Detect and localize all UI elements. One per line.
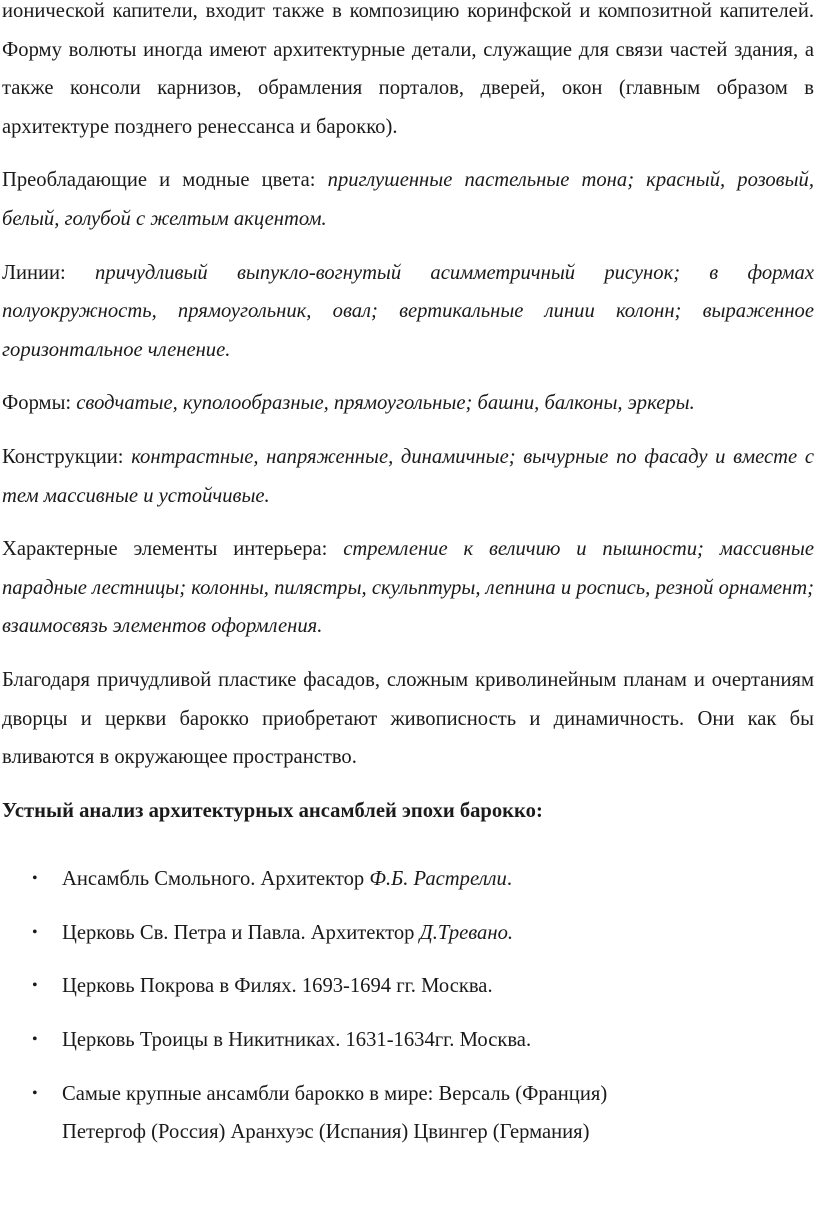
list-item-text: Церковь Троицы в Никитниках. 1631-1634гг. Москва. xyxy=(62,1029,532,1052)
list-item-text: Церковь Св. Петра и Павла. Архитектор xyxy=(62,921,420,944)
paragraph-baroque-summary-text: Благодаря причудливой пластике фасадов, сложным криволинейным планам и очертаниям дворцы и церкви барокко приобретают живописность и динамичность. Они как бы вливаются в окружающее пространство. xyxy=(2,668,814,769)
interior-label: Характерные элементы интерьера: xyxy=(2,538,344,561)
paragraph-forms xyxy=(2,384,814,423)
lines-value: причудливый выпукло-вогнутый асимметричный рисунок; в формах полуокружность, прямоугольник, овал; вертикальные линии колонн; выраженное горизонтальное членение. xyxy=(2,261,814,361)
paragraph-colors xyxy=(2,161,814,238)
architect-name: Ф.Б. Растрелли xyxy=(369,868,507,891)
lines-label: Линии: xyxy=(2,261,96,284)
list-item-line1: Самые крупные ансамбли барокко в мире: Версаль (Франция) xyxy=(62,1082,608,1105)
constructions-label: Конструкции: xyxy=(2,445,132,468)
paragraph-volute xyxy=(2,0,814,146)
forms-label: Формы: xyxy=(2,392,77,415)
list-item xyxy=(2,914,814,953)
paragraph-volute-text: ионической капители, входит также в композицию коринфской и композитной капителей. Форму волюты иногда имеют архитектурные детали, служащие для связи частей здания, а также консоли карнизов, обрамления порталов, дверей, окон (главным образом в архитектуре позднего ренессанса и барокко). xyxy=(2,0,814,138)
colors-label: Преобладающие и модные цвета: xyxy=(2,169,328,192)
paragraph-lines xyxy=(2,254,814,370)
list-item xyxy=(2,1075,814,1152)
section-heading: Устный анализ архитектурных ансамблей эпохи барокко: xyxy=(2,799,543,822)
architect-name: Д.Тревано. xyxy=(419,921,514,944)
list-item-line2: Петергоф (Россия) Аранхуэс (Испания) Цвингер (Германия) xyxy=(62,1121,590,1144)
list-item-text: Церковь Покрова в Филях. 1693-1694 гг. Москва. xyxy=(62,975,493,998)
paragraph-interior xyxy=(2,530,814,646)
ensembles-list xyxy=(2,860,814,1152)
colors-value: приглушенные пастельные тона; красный, розовый, белый, голубой с желтым акцентом. xyxy=(2,169,815,230)
list-item xyxy=(2,860,814,899)
list-item xyxy=(2,1021,814,1060)
list-item xyxy=(2,967,814,1006)
interior-value: стремление к величию и пышности; массивные парадные лестницы; колонны, пилястры, скульптуры, лепнина и роспись, резной орнамент; взаимосвязь элементов оформления. xyxy=(2,538,814,638)
constructions-value: контрастные, напряженные, динамичные; вычурные по фасаду и вместе с тем массивные и устойчивые. xyxy=(2,445,814,507)
forms-value: сводчатые, куполообразные, прямоугольные; башни, балконы, эркеры. xyxy=(76,392,695,415)
list-item-tail: . xyxy=(506,868,512,891)
paragraph-constructions xyxy=(2,438,814,515)
list-item-text: Ансамбль Смольного. Архитектор xyxy=(62,868,370,891)
paragraph-baroque-summary xyxy=(2,661,814,777)
